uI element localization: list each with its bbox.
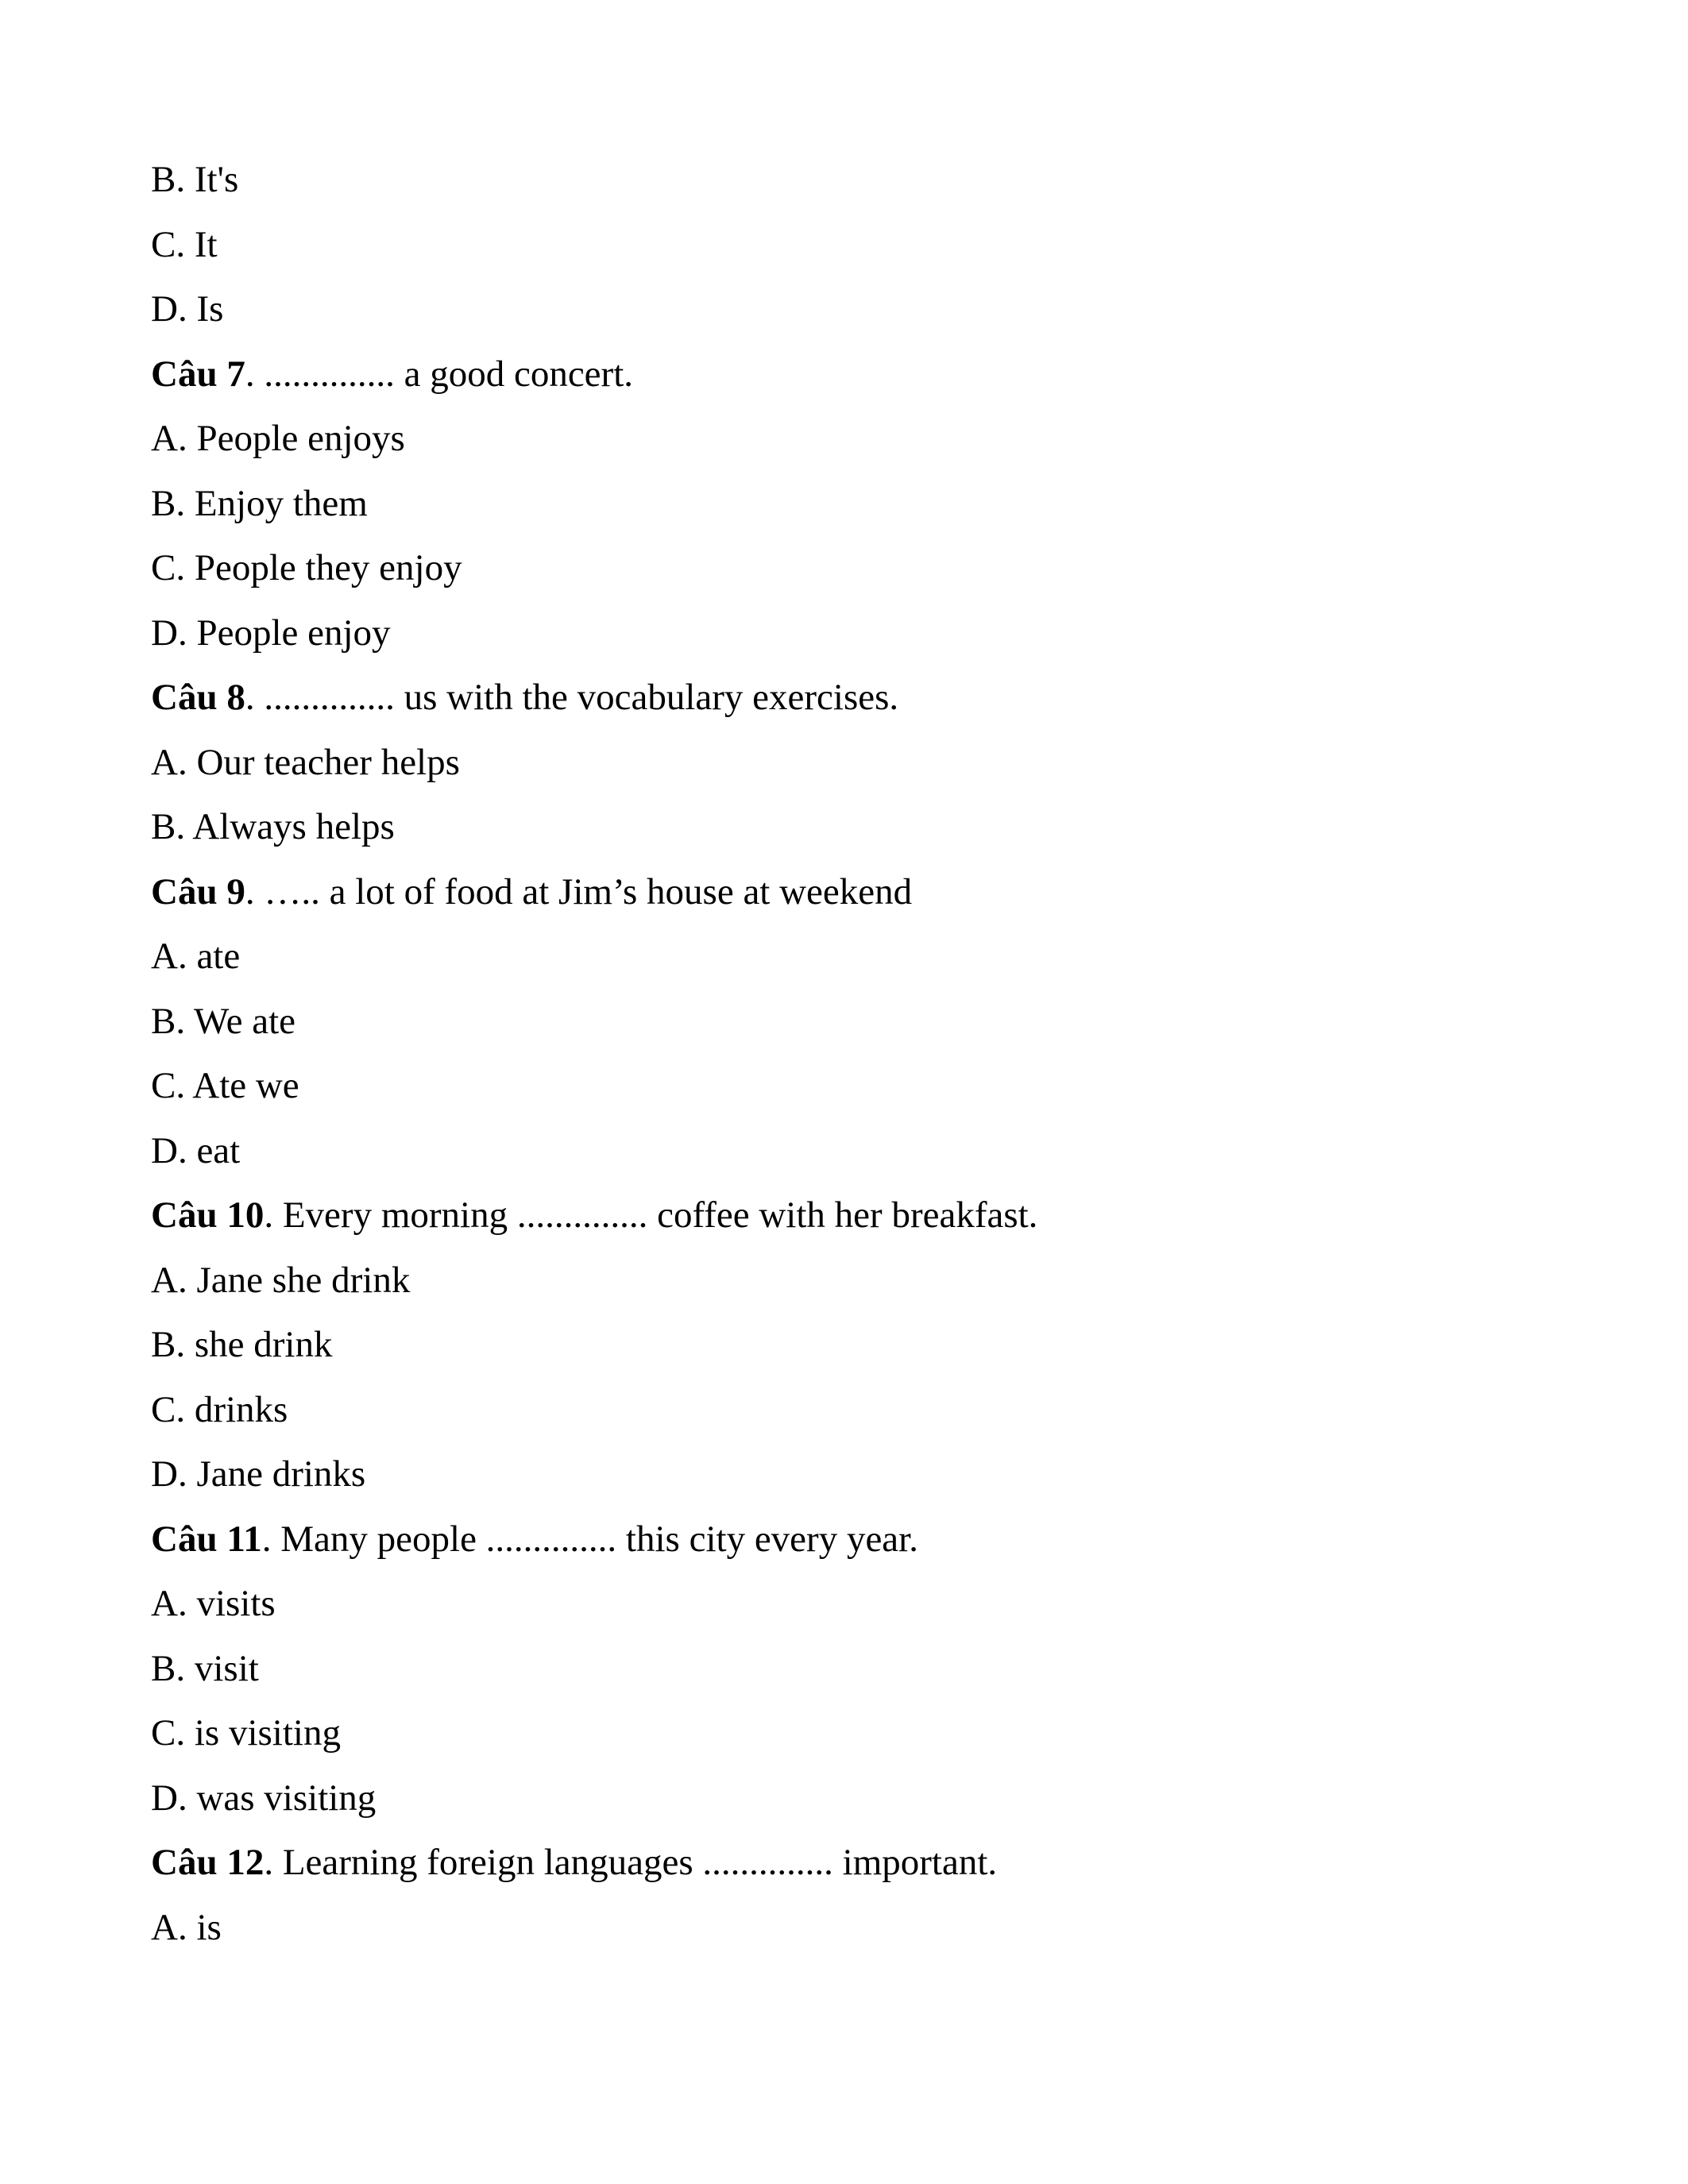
test-question-list	[151, 148, 1593, 1960]
option-text: B. Always helps	[151, 806, 395, 847]
option-line	[151, 1701, 1593, 1766]
option-text: A. is	[151, 1906, 222, 1948]
option-line	[151, 1572, 1593, 1637]
option-text: B. visit	[151, 1647, 259, 1689]
option-line	[151, 1248, 1593, 1314]
option-text: A. Jane she drink	[151, 1259, 411, 1301]
option-text: D. Is	[151, 288, 224, 330]
option-line	[151, 1766, 1593, 1831]
option-text: D. eat	[151, 1129, 241, 1171]
option-text: C. It	[151, 223, 218, 265]
option-line	[151, 924, 1593, 990]
option-text: C. drinks	[151, 1388, 288, 1430]
question-line	[151, 342, 1593, 407]
option-line	[151, 536, 1593, 601]
question-number-label: Câu 7	[151, 353, 245, 395]
option-text: B. she drink	[151, 1324, 333, 1365]
option-text: D. People enjoy	[151, 612, 391, 654]
question-line	[151, 1831, 1593, 1896]
option-text: B. Enjoy them	[151, 482, 368, 524]
option-text: B. We ate	[151, 1000, 295, 1042]
option-line	[151, 1637, 1593, 1702]
option-text: B. It's	[151, 159, 239, 200]
option-text: A. ate	[151, 936, 241, 977]
option-text: C. is visiting	[151, 1712, 341, 1754]
option-line	[151, 213, 1593, 278]
question-line	[151, 666, 1593, 731]
question-text: . Every morning .............. coffee with her breakfast.	[264, 1194, 1038, 1236]
option-line	[151, 472, 1593, 537]
option-line	[151, 601, 1593, 666]
option-text: D. Jane drinks	[151, 1453, 366, 1495]
option-line	[151, 795, 1593, 860]
option-line	[151, 731, 1593, 796]
question-text: . Learning foreign languages .............. important.	[264, 1842, 998, 1883]
option-text: A. People enjoys	[151, 418, 405, 459]
option-line	[151, 1054, 1593, 1119]
option-line	[151, 990, 1593, 1055]
option-line	[151, 1313, 1593, 1378]
question-text: . Many people .............. this city every year.	[261, 1518, 918, 1560]
question-line	[151, 1507, 1593, 1572]
question-text: . ….. a lot of food at Jim’s house at weekend	[245, 870, 913, 913]
option-line	[151, 407, 1593, 472]
option-line	[151, 277, 1593, 342]
question-number-label: Câu 11	[151, 1518, 262, 1560]
question-text: . .............. a good concert.	[245, 353, 633, 395]
option-line	[151, 148, 1593, 213]
option-text: C. Ate we	[151, 1065, 299, 1106]
question-line	[151, 1183, 1593, 1248]
option-line	[151, 1896, 1593, 1961]
option-line	[151, 1119, 1593, 1184]
question-number-label: Câu 10	[151, 1194, 265, 1236]
option-text: C. People they enjoy	[151, 547, 462, 588]
question-number-label: Câu 12	[151, 1842, 265, 1883]
option-text: D. was visiting	[151, 1777, 377, 1819]
option-text: A. Our teacher helps	[151, 741, 460, 783]
question-text: . .............. us with the vocabulary exercises.	[245, 677, 899, 718]
question-line	[151, 860, 1593, 925]
question-number-label: Câu 9	[151, 870, 245, 913]
question-number-label: Câu 8	[151, 677, 245, 718]
option-line	[151, 1442, 1593, 1507]
option-line	[151, 1378, 1593, 1443]
option-text: A. visits	[151, 1583, 276, 1624]
